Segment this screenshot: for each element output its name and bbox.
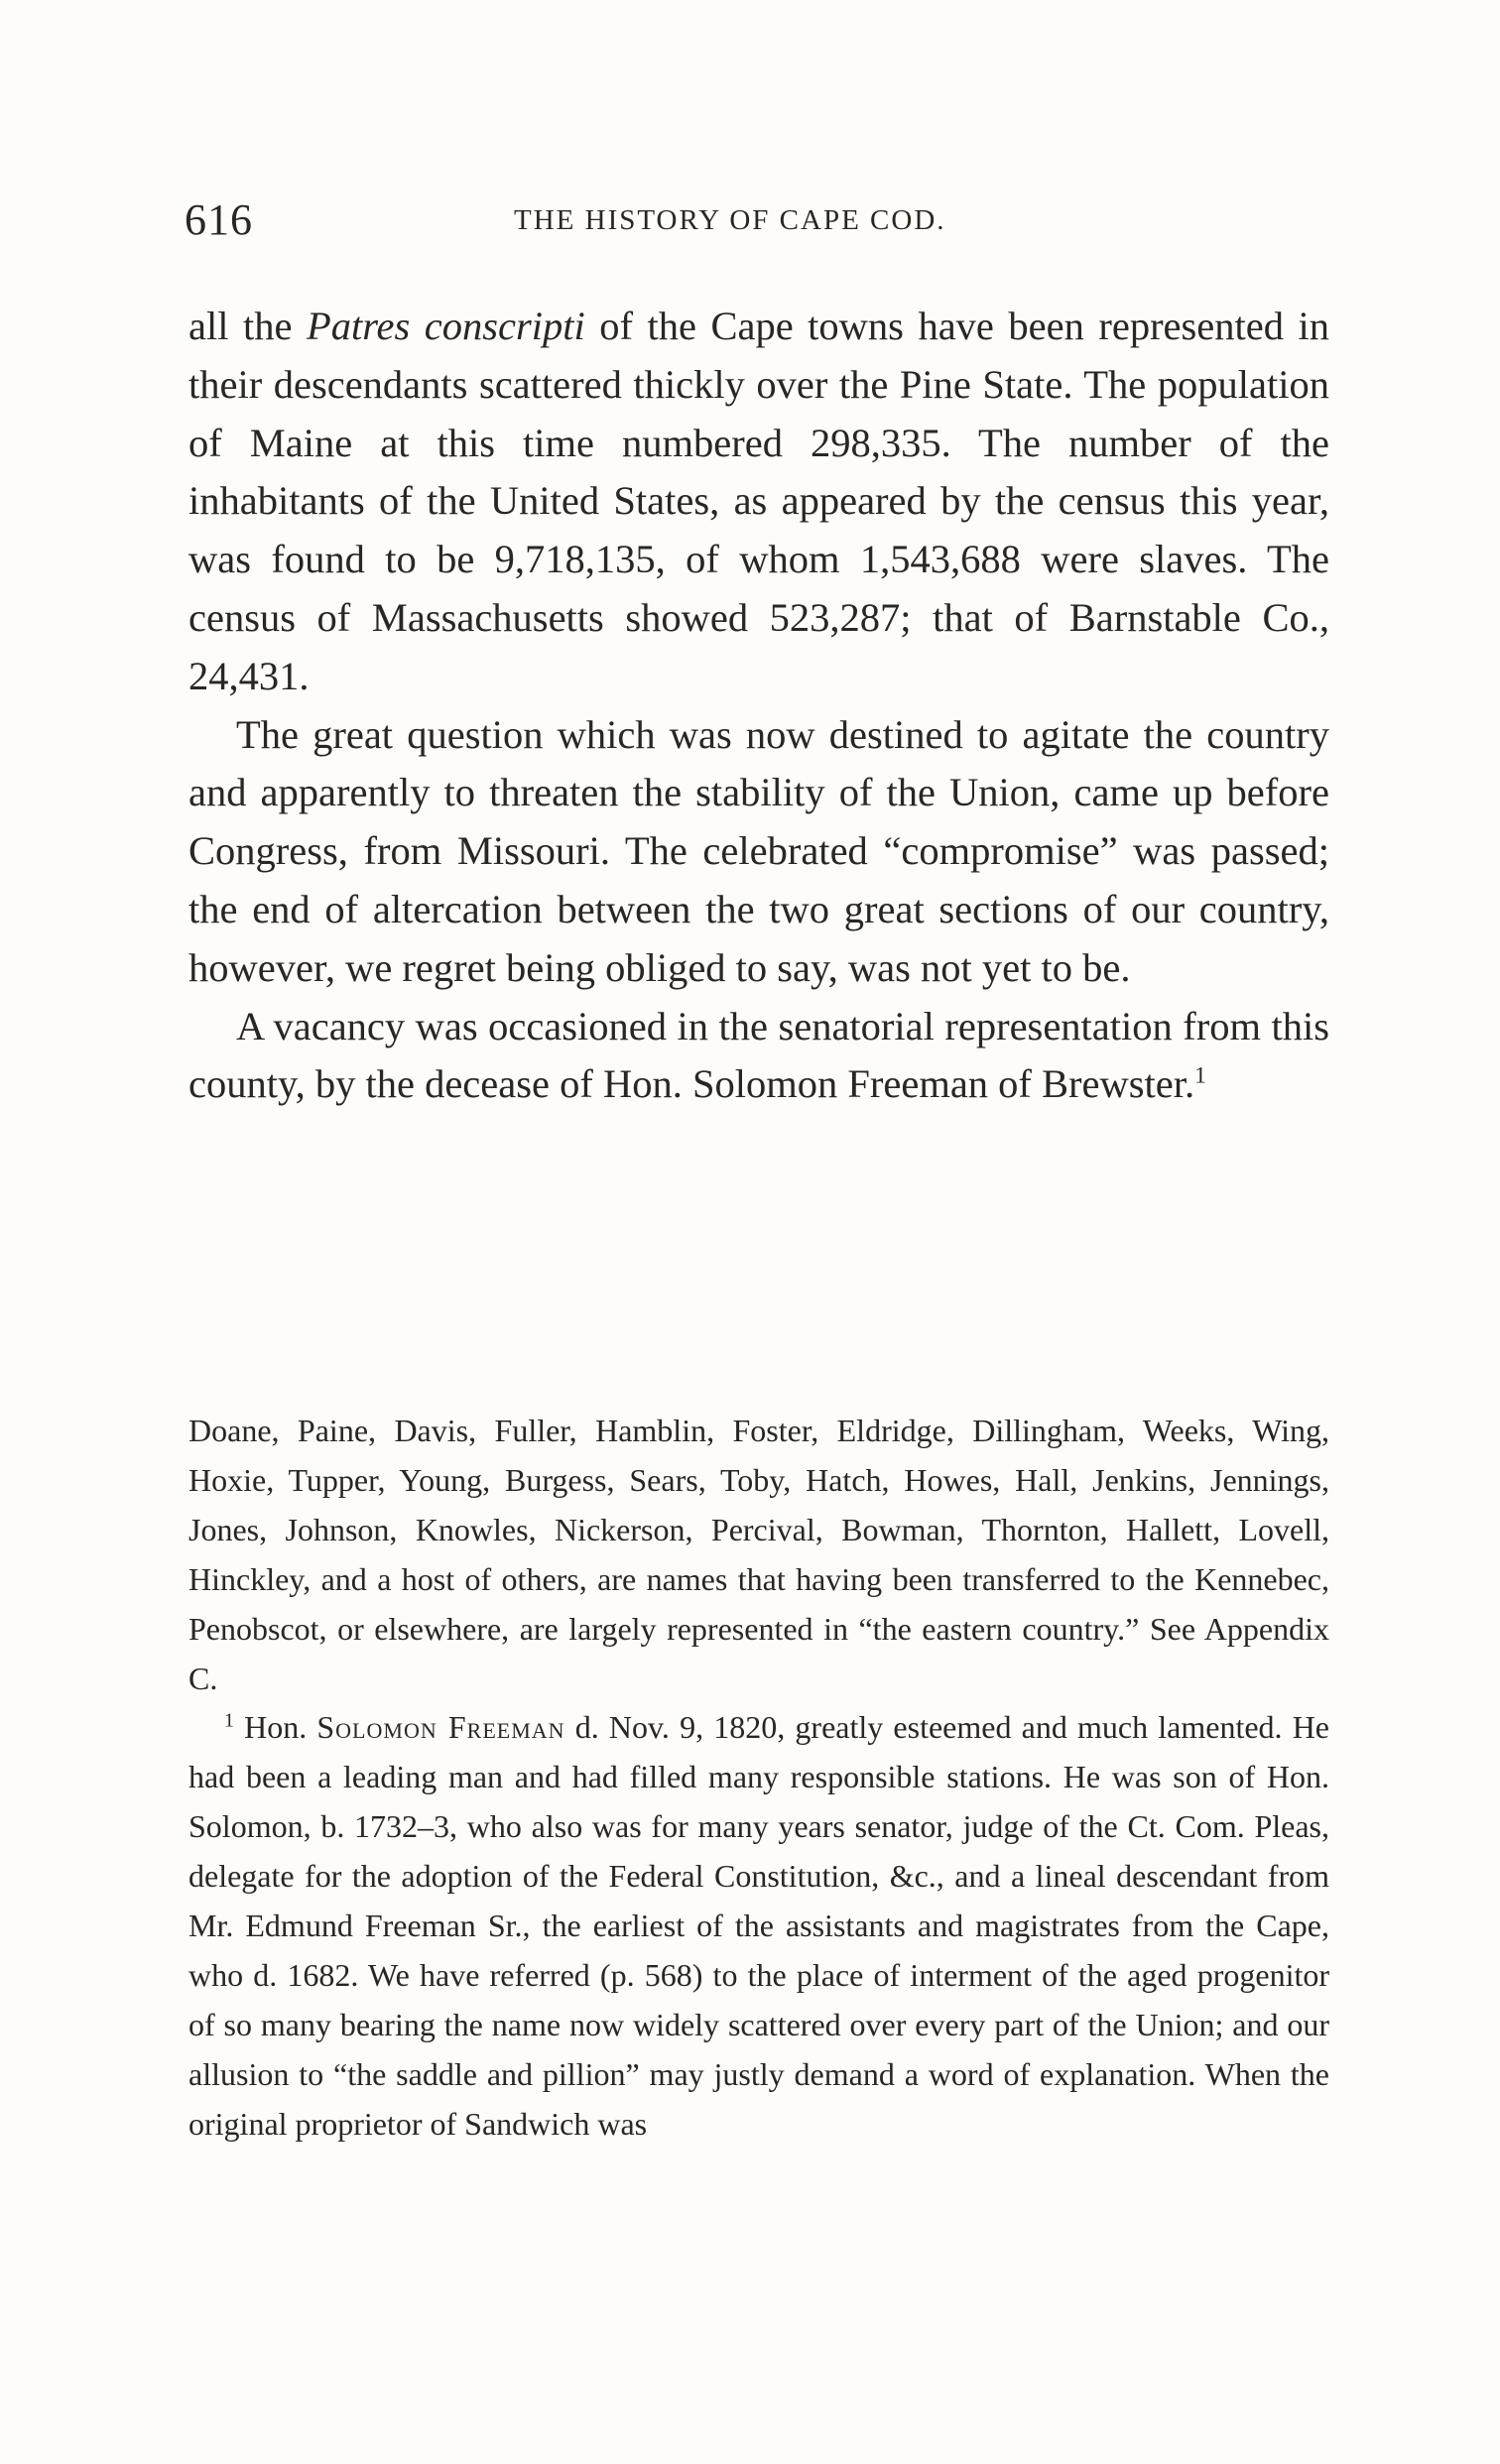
running-title: THE HISTORY OF CAPE COD.: [514, 204, 946, 236]
running-head: [185, 194, 1333, 254]
footnote-1-text: d. Nov. 9, 1820, greatly esteemed and much lamented. He had been a leading man and had filled many responsible stations. He was son of Hon. Solomon, b. 1732–3, who also was for many years senator, judge of the Ct. Com. Pleas, delegate for the adoption of the Federal Constitution, &c., and a lineal descendant from Mr. Edmund Freeman Sr., the earliest of the assistants and magistrates from the Cape, who d. 1682. We have referred (p. 568) to the place of interment of the aged progenitor of so many bearing the name now widely scattered over every part of the Union; and our allusion to “the saddle and pillion” may justly demand a word of explanation. When the original proprietor of Sandwich was: [188, 1709, 1330, 2142]
main-text: [188, 298, 1329, 1114]
page-number: 616: [185, 195, 253, 244]
footnotes: [188, 1407, 1329, 2150]
paragraph-2: The great question which was now destined to agitate the country and apparently to threaten the stability of the Union, came up before Congress, from Missouri. The celebrated “compromise” was passed; the end of altercation between the two great sections of our country, however, we regret being obliged to say, was not yet to be.: [188, 711, 1329, 990]
paragraph-1: [188, 298, 1329, 706]
footnote-reference: 1: [1194, 1062, 1206, 1089]
paragraph-1-rest: of the Cape towns have been represented in their descendants scattered thickly over the Pine State. The population of Maine at this time numbered 298,335. The number of the inhabitants of the United States, as appeared by the census this year, was found to be 9,718,135, of whom 1,543,688 were slaves. The census of Massachusetts showed 523,287; that of Barnstable Co., 24,431.: [188, 304, 1330, 698]
footnote-1: [188, 1703, 1329, 2149]
footnote-1-mark: 1: [224, 1709, 234, 1732]
paragraph-3: [188, 998, 1329, 1115]
footnote-1-name: Solomon Freeman: [316, 1709, 565, 1746]
footnote-continued: Doane, Paine, Davis, Fuller, Hamblin, Foster, Eldridge, Dillingham, Weeks, Wing, Hoxie, Tupper, Young, Burgess, Sears, Toby, Hatch, Howes, Hall, Jenkins, Jennings, Jones, Johnson, Knowles, Nickerson, Percival, Bowman, Thornton, Hallett, Lovell, Hinckley, and a host of others, are names that having been transferred to the Kennebec, Penobscot, or elsewhere, are largely represented in “the eastern country.” See Appendix C.: [188, 1413, 1329, 1696]
paragraph-1-lead: all the: [188, 304, 307, 348]
latin-phrase: Patres conscripti: [306, 304, 585, 348]
paragraph-3-text: A vacancy was occasioned in the senatorial representation from this county, by the decease of Hon. Solomon Freeman of Brewster.: [188, 1003, 1329, 1107]
footnote-1-prefix: Hon.: [244, 1709, 317, 1746]
